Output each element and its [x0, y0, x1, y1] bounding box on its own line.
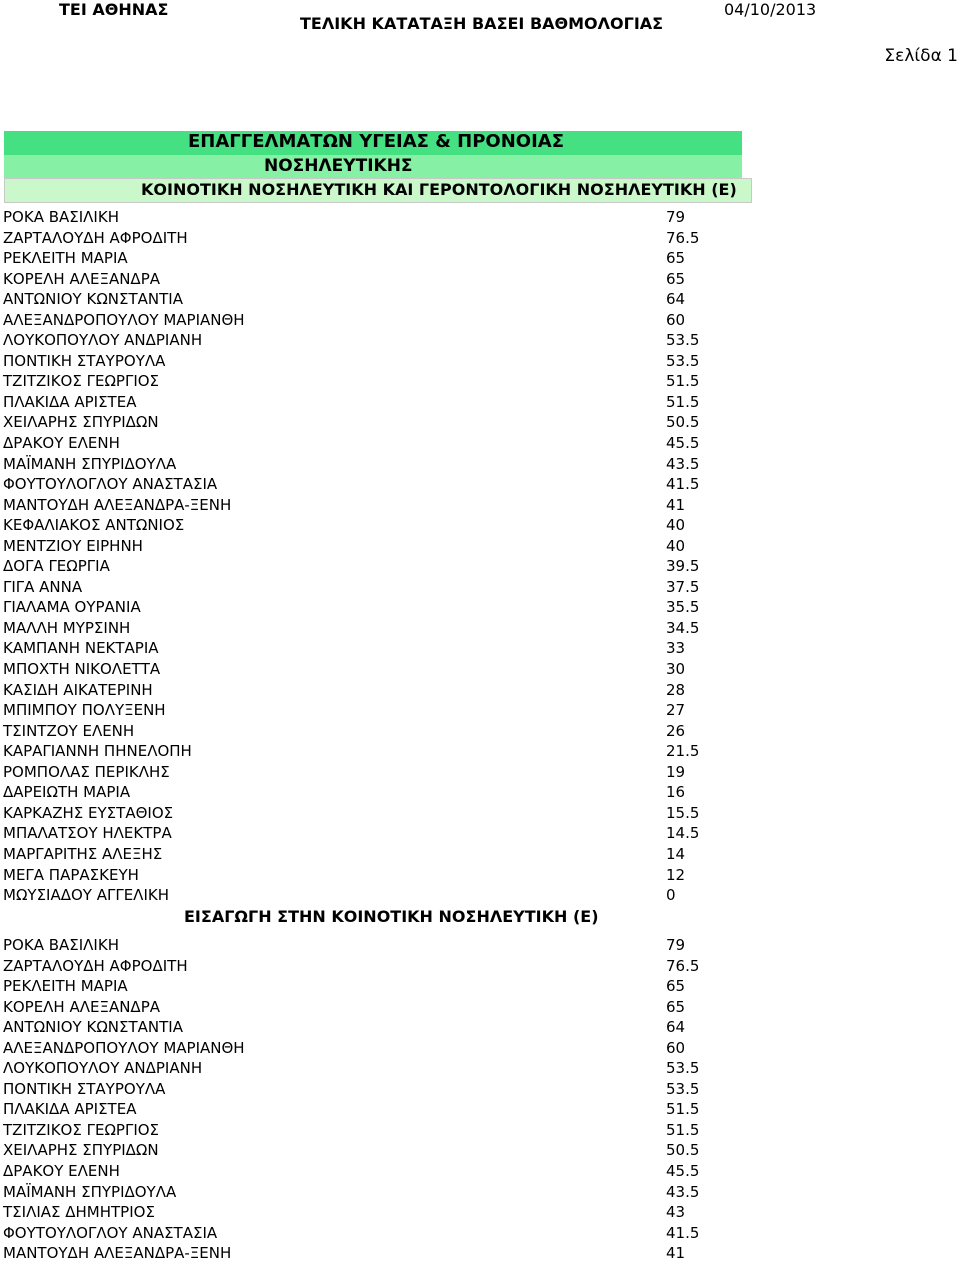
student-score: 51.5 [666, 392, 700, 411]
list-item [0, 1017, 960, 1038]
student-score: 34.5 [666, 618, 700, 637]
list-item [0, 844, 960, 865]
list-item [0, 248, 960, 269]
list-item [0, 1243, 960, 1264]
student-name: ΤΖΙΤΖΙΚΟΣ ΓΕΩΡΓΙΟΣ [3, 372, 160, 391]
student-score: 14.5 [666, 824, 700, 843]
student-name: ΠΛΑΚΙΔΑ ΑΡΙΣΤΕΑ [3, 392, 137, 411]
section-1-ranking-list [0, 207, 960, 906]
student-score: 19 [666, 762, 686, 781]
student-score: 41 [666, 495, 686, 514]
student-name: ΤΣΙΛΙΑΣ ΔΗΜΗΤΡΙΟΣ [3, 1203, 155, 1222]
student-score: 45.5 [666, 1162, 700, 1181]
student-name: ΠΟΝΤΙΚΗ ΣΤΑΥΡΟΥΛΑ [3, 351, 166, 370]
list-item [0, 803, 960, 824]
list-item [0, 680, 960, 701]
student-score: 41 [666, 1244, 686, 1263]
student-score: 60 [666, 310, 686, 329]
list-item [0, 741, 960, 762]
list-item [0, 433, 960, 454]
student-score: 21.5 [666, 742, 700, 761]
student-name: ΜΕΓΑ ΠΑΡΑΣΚΕΥΗ [3, 865, 139, 884]
student-name: ΜΩΥΣΙΑΔΟΥ ΑΓΓΕΛΙΚΗ [3, 886, 169, 905]
student-score: 64 [666, 1018, 686, 1037]
student-score: 50.5 [666, 1141, 700, 1160]
section-2-heading: ΕΙΣΑΓΩΓΗ ΣΤΗΝ ΚΟΙΝΟΤΙΚΗ ΝΟΣΗΛΕΥΤΙΚΗ (Ε) [184, 907, 599, 926]
student-name: ΚΑΡΑΓΙΑΝΝΗ ΠΗΝΕΛΟΠΗ [3, 742, 192, 761]
student-name: ΓΙΑΛΑΜΑ ΟΥΡΑΝΙΑ [3, 598, 141, 617]
student-score: 79 [666, 208, 686, 226]
student-score: 64 [666, 290, 686, 309]
student-score: 45.5 [666, 434, 700, 453]
list-item [0, 454, 960, 475]
student-name: ΔΡΑΚΟΥ ΕΛΕΝΗ [3, 1162, 120, 1181]
student-score: 27 [666, 701, 686, 720]
student-name: ΚΑΡΚΑΖΗΣ ΕΥΣΤΑΘΙΟΣ [3, 803, 174, 822]
list-item [0, 515, 960, 536]
student-score: 28 [666, 680, 686, 699]
student-name: ΠΛΑΚΙΔΑ ΑΡΙΣΤΕΑ [3, 1100, 137, 1119]
student-name: ΓΙΓΑ ΑΝΝΑ [3, 577, 83, 596]
student-name: ΡΟΚΑ ΒΑΣΙΛΙΚΗ [3, 208, 119, 226]
student-name: ΔΡΑΚΟΥ ΕΛΕΝΗ [3, 434, 120, 453]
student-score: 51.5 [666, 1100, 700, 1119]
student-name: ΜΑΪΜΑΝΗ ΣΠΥΡΙΔΟΥΛΑ [3, 454, 177, 473]
list-item [0, 721, 960, 742]
list-item [0, 976, 960, 997]
student-score: 40 [666, 536, 686, 555]
list-item [0, 330, 960, 351]
list-item [0, 392, 960, 413]
list-item [0, 597, 960, 618]
list-item [0, 577, 960, 598]
student-name: ΖΑΡΤΑΛΟΥΔΗ ΑΦΡΟΔΙΤΗ [3, 228, 188, 247]
list-item [0, 638, 960, 659]
student-name: ΠΟΝΤΙΚΗ ΣΤΑΥΡΟΥΛΑ [3, 1079, 166, 1098]
list-item [0, 1038, 960, 1059]
student-score: 76.5 [666, 956, 700, 975]
list-item [0, 269, 960, 290]
department-heading: ΝΟΣΗΛΕΥΤΙΚΗΣ [4, 155, 742, 178]
student-score: 53.5 [666, 331, 700, 350]
list-item [0, 536, 960, 557]
student-name: ΜΑΝΤΟΥΔΗ ΑΛΕΞΑΝΔΡΑ-ΞΕΝΗ [3, 1244, 232, 1263]
faculty-heading: ΕΠΑΓΓΕΛΜΑΤΩΝ ΥΓΕΙΑΣ & ΠΡΟΝΟΙΑΣ [4, 131, 742, 155]
list-item [0, 1099, 960, 1120]
student-name: ΖΑΡΤΑΛΟΥΔΗ ΑΦΡΟΔΙΤΗ [3, 956, 188, 975]
student-score: 65 [666, 977, 686, 996]
student-score: 43.5 [666, 1182, 700, 1201]
student-name: ΚΕΦΑΛΙΑΚΟΣ ΑΝΤΩΝΙΟΣ [3, 516, 185, 535]
list-item [0, 1182, 960, 1203]
student-name: ΚΑΣΙΔΗ ΑΙΚΑΤΕΡΙΝΗ [3, 680, 153, 699]
student-score: 76.5 [666, 228, 700, 247]
student-name: ΦΟΥΤΟΥΛΟΓΛΟΥ ΑΝΑΣΤΑΣΙΑ [3, 1223, 218, 1242]
student-name: ΡΕΚΛΕΙΤΗ ΜΑΡΙΑ [3, 977, 128, 996]
student-name: ΜΑΛΛΗ ΜΥΡΣΙΝΗ [3, 618, 131, 637]
student-name: ΧΕΙΛΑΡΗΣ ΣΠΥΡΙΔΩΝ [3, 413, 159, 432]
student-score: 65 [666, 997, 686, 1016]
student-score: 53.5 [666, 1059, 700, 1078]
student-score: 65 [666, 269, 686, 288]
student-name: ΤΣΙΝΤΖΟΥ ΕΛΕΝΗ [3, 721, 135, 740]
report-date: 04/10/2013 [724, 0, 817, 19]
student-score: 35.5 [666, 598, 700, 617]
student-name: ΜΠΟΧΤΗ ΝΙΚΟΛΕΤΤΑ [3, 660, 161, 679]
student-name: ΜΠΙΜΠΟΥ ΠΟΛΥΞΕΝΗ [3, 701, 166, 720]
student-score: 14 [666, 844, 686, 863]
list-item [0, 228, 960, 249]
list-item [0, 495, 960, 516]
student-score: 30 [666, 660, 686, 679]
student-score: 16 [666, 783, 686, 802]
student-score: 51.5 [666, 372, 700, 391]
list-item [0, 310, 960, 331]
list-item [0, 956, 960, 977]
student-score: 41.5 [666, 475, 700, 494]
institution-name: ΤΕΙ ΑΘΗΝΑΣ [59, 0, 169, 19]
student-name: ΑΝΤΩΝΙΟΥ ΚΩΝΣΤΑΝΤΙΑ [3, 1018, 183, 1037]
list-item [0, 289, 960, 310]
list-item [0, 1223, 960, 1244]
student-name: ΜΠΑΛΑΤΣΟΥ ΗΛΕΚΤΡΑ [3, 824, 172, 843]
student-name: ΡΟΜΠΟΛΑΣ ΠΕΡΙΚΛΗΣ [3, 762, 170, 781]
student-name: ΚΑΜΠΑΝΗ ΝΕΚΤΑΡΙΑ [3, 639, 159, 658]
student-score: 50.5 [666, 413, 700, 432]
student-name: ΡΕΚΛΕΙΤΗ ΜΑΡΙΑ [3, 249, 128, 268]
student-name: ΦΟΥΤΟΥΛΟΓΛΟΥ ΑΝΑΣΤΑΣΙΑ [3, 475, 218, 494]
list-item [0, 1140, 960, 1161]
list-item [0, 351, 960, 372]
student-name: ΜΕΝΤΖΙΟΥ ΕΙΡΗΝΗ [3, 536, 143, 555]
student-name: ΛΟΥΚΟΠΟΥΛΟΥ ΑΝΔΡΙΑΝΗ [3, 1059, 203, 1078]
list-item [0, 1079, 960, 1100]
list-item [0, 1058, 960, 1079]
list-item [0, 823, 960, 844]
student-name: ΧΕΙΛΑΡΗΣ ΣΠΥΡΙΔΩΝ [3, 1141, 159, 1160]
list-item [0, 618, 960, 639]
student-name: ΑΛΕΞΑΝΔΡΟΠΟΥΛΟΥ ΜΑΡΙΑΝΘΗ [3, 1038, 245, 1057]
list-item [0, 371, 960, 392]
student-name: ΚΟΡΕΛΗ ΑΛΕΞΑΝΔΡΑ [3, 997, 161, 1016]
student-name: ΤΖΙΤΖΙΚΟΣ ΓΕΩΡΓΙΟΣ [3, 1120, 160, 1139]
student-score: 65 [666, 249, 686, 268]
student-name: ΛΟΥΚΟΠΟΥΛΟΥ ΑΝΔΡΙΑΝΗ [3, 331, 203, 350]
section-1-heading: ΚΟΙΝΟΤΙΚΗ ΝΟΣΗΛΕΥΤΙΚΗ ΚΑΙ ΓΕΡΟΝΤΟΛΟΓΙΚΗ ΝΟΣΗΛΕΥΤΙΚΗ (Ε) [4, 178, 752, 203]
student-name: ΜΑΡΓΑΡΙΤΗΣ ΑΛΕΞΗΣ [3, 844, 163, 863]
section-2-ranking-list [0, 935, 960, 1264]
student-score: 41.5 [666, 1223, 700, 1242]
student-name: ΑΝΤΩΝΙΟΥ ΚΩΝΣΤΑΝΤΙΑ [3, 290, 183, 309]
list-item [0, 885, 960, 906]
student-name: ΜΑΪΜΑΝΗ ΣΠΥΡΙΔΟΥΛΑ [3, 1182, 177, 1201]
student-score: 33 [666, 639, 686, 658]
list-item [0, 556, 960, 577]
list-item [0, 659, 960, 680]
list-item [0, 1120, 960, 1141]
student-score: 37.5 [666, 577, 700, 596]
student-score: 60 [666, 1038, 686, 1057]
list-item [0, 412, 960, 433]
report-title: ΤΕΛΙΚΗ ΚΑΤΑΤΑΞΗ ΒΑΣΕΙ ΒΑΘΜΟΛΟΓΙΑΣ [300, 14, 664, 33]
list-item [0, 935, 960, 956]
student-score: 53.5 [666, 1079, 700, 1098]
student-name: ΡΟΚΑ ΒΑΣΙΛΙΚΗ [3, 936, 119, 954]
student-score: 53.5 [666, 351, 700, 370]
page-number: Σελίδα 1 [884, 46, 958, 66]
student-name: ΜΑΝΤΟΥΔΗ ΑΛΕΞΑΝΔΡΑ-ΞΕΝΗ [3, 495, 232, 514]
student-score: 51.5 [666, 1120, 700, 1139]
student-score: 26 [666, 721, 686, 740]
student-score: 79 [666, 936, 686, 954]
list-item [0, 782, 960, 803]
student-name: ΔΑΡΕΙΩΤΗ ΜΑΡΙΑ [3, 783, 131, 802]
list-item [0, 474, 960, 495]
list-item [0, 762, 960, 783]
student-score: 43 [666, 1203, 686, 1222]
list-item [0, 997, 960, 1018]
list-item [0, 207, 960, 228]
student-score: 39.5 [666, 557, 700, 576]
student-name: ΑΛΕΞΑΝΔΡΟΠΟΥΛΟΥ ΜΑΡΙΑΝΘΗ [3, 310, 245, 329]
list-item [0, 865, 960, 886]
list-item [0, 1202, 960, 1223]
student-score: 15.5 [666, 803, 700, 822]
student-score: 40 [666, 516, 686, 535]
list-item [0, 1161, 960, 1182]
student-score: 12 [666, 865, 686, 884]
student-name: ΚΟΡΕΛΗ ΑΛΕΞΑΝΔΡΑ [3, 269, 161, 288]
student-score: 0 [666, 886, 676, 905]
list-item [0, 700, 960, 721]
student-score: 43.5 [666, 454, 700, 473]
student-name: ΔΟΓΑ ΓΕΩΡΓΙΑ [3, 557, 110, 576]
